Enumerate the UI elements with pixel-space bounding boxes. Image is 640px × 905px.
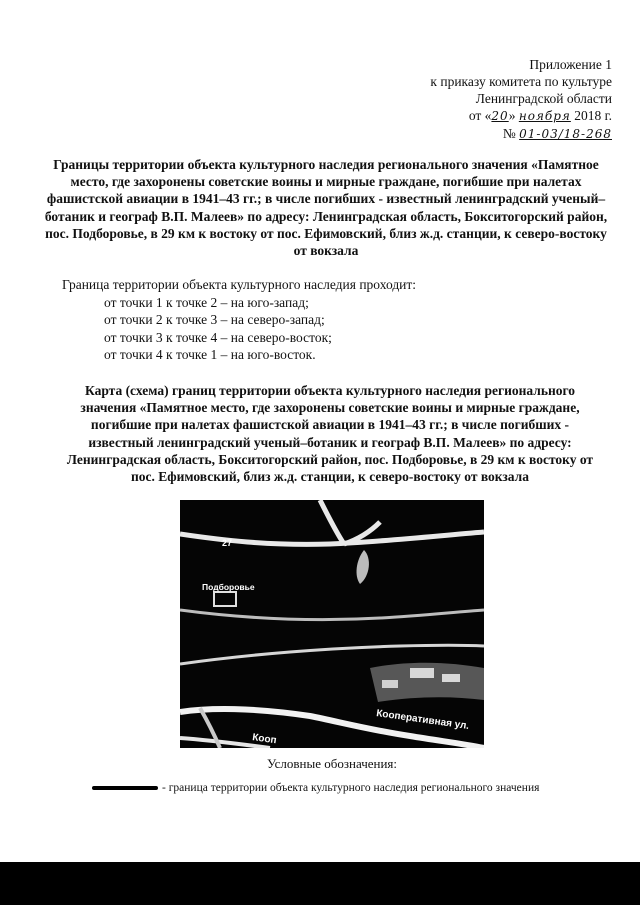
street-label-partial: Кооп [251,732,278,747]
street-label: Кооперативная ул. [375,708,470,732]
appendix-date-line [292,107,612,125]
number-prefix: № [502,126,516,141]
order-number: 01-03/18-268 [519,127,612,141]
route-point: от точки 3 к точке 4 – на северо-восток; [104,329,332,345]
boundary-line-swatch [92,786,158,790]
route-intro: Граница территории объекта культурного наследия проходит: [62,277,417,292]
road-number-label: 27 [222,538,233,548]
map-building [410,668,434,678]
route-point: от точки 1 к точке 2 – на юго-запад; [104,294,309,310]
date-month: ноября [518,109,571,123]
route-point: от точки 2 к точке 3 – на северо-запад; [104,312,325,328]
map-building [382,680,398,688]
boundary-map [180,500,484,748]
town-label: Подборовье [202,582,255,592]
map-building [442,674,460,682]
date-mid: » [508,108,516,123]
date-prefix: от « [468,108,492,123]
appendix-number-line [292,125,612,143]
scan-edge-bar [0,862,640,905]
appendix-region-line: Ленинградской области [475,91,612,106]
legend-caption: Условные обозначения: [266,756,398,771]
legend-item [92,782,612,794]
legend-item-label: - граница территории объекта культурного наследия регионального значения [162,782,540,794]
document-title: Границы территории объекта культурного наследия регионального значения «Памятное место, где захоронены советские воины и мирные граждане, погибшие при налетах фашистской авиации в 1941–43 гг.; в числе погибших - известный ленинградский ученый–ботаник и географ В.П. Малеев» по адресу: Ленинградская область, Бокситогорский район, пос. Подборовье, в 29 км к востоку от пос. Ефимовский, близ ж.д. станции, к северо-востоку от вокзала [44,157,608,259]
date-year: 2018 г. [574,108,612,123]
boundary-route [62,276,602,364]
appendix-title: Приложение 1 [529,57,612,72]
appendix-order-line: к приказу комитета по культуре [430,74,612,89]
route-point: от точки 4 к точке 1 – на юго-восток. [104,347,316,363]
date-day: 20 [491,109,509,123]
appendix-header [292,56,612,143]
map-title: Карта (схема) границ территории объекта культурного наследия регионального значения «Памятное место, где захоронены советские воины и мирные граждане, погибшие при налетах фашистской авиации в 1941–43 гг.; в числе погибших - известный ленинградский ученый–ботаник и географ В.П. Малеев» по адресу: Ленинградская область, Бокситогорский район, пос. Подборовье, в 29 км к востоку от пос. Ефимовский, близ ж.д. станции, к северо-востоку от вокзала [66,383,594,485]
